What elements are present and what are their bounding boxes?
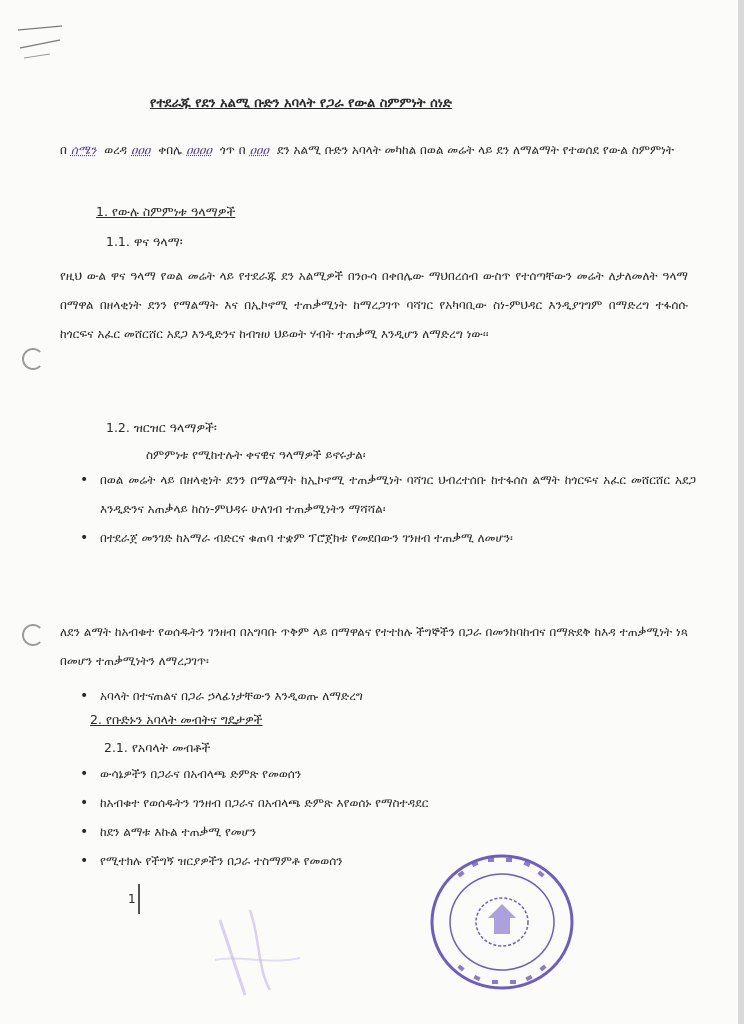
handwritten-got: ዐዐዐ <box>249 143 269 157</box>
signature-scribble-icon <box>200 900 320 1000</box>
section1-sub1: 1.1. ዋና ዓላማ፡ <box>106 234 183 249</box>
handwritten-kebele: ዐዐዐዐ <box>186 143 212 157</box>
intro-text: ወረዳ <box>104 143 127 157</box>
list-item: • ከደን ልማቱ እኩል ተጠቃሚ የመሆን <box>76 818 696 847</box>
intro-text: ጎጥ በ <box>219 143 246 157</box>
page-edge <box>738 0 744 1024</box>
section1-para2: ለደን ልማት ከአብቁተ የወሰዱትን ገንዘብ በአግባቡ ጥቅም ላይ በማዋልና የተተከሉ ችግኞችን በጋራ በመንከባከብና በማጽደቅ ከእዳ ተጠቃሚነት ነጻ በመሆን ተጠቃሚነትን ለማረጋገጥ፡ <box>60 625 688 668</box>
list-item: • የሚተክሉ የችግኝ ዝርያዎችን በጋራ ተስማምቶ የመወሰን <box>76 847 696 876</box>
handwritten-woreda: ዐዐዐ <box>131 143 151 157</box>
list-item: • ውሳኔዎችን በጋራና በአብላጫ ድምጽ የመወሰን <box>76 760 696 789</box>
punch-hole-icon <box>22 624 44 646</box>
section2-bullets <box>76 760 696 876</box>
handwritten-zone: ሰሜን <box>70 143 97 157</box>
section2-sub1: 2.1. የአባላት መብቶች <box>104 740 211 755</box>
section1-para1: የዚህ ውል ዋና ዓላማ የወል መሬት ላይ የተደራጁ ደን አልሚዎች በንዑሳ በቀበሌው ማህበረሰብ ውስጥ የተሰጣቸውን መሬት ለታለመለት ዓላማ በማዋል በዘላቂነት ደንን የማልማት እና በኢኮኖሚ ተጠቃሚነት ከማረጋገጥ ባሻገር የአካባቢው ስነ-ምህዳር እንዲያገግም በማድረግ ተፋሰሱ ከጎርፍና አፈር መሸርሸር አደጋ እንዲድንና ከብዝሀ ህይወት ሃብት ተጠቃሚ እንዲሆን ለማድረግ ነው፡፡ <box>60 269 688 341</box>
section1-sub2: 1.2. ዝርዝር ዓላማዎች፡ <box>106 420 217 435</box>
intro-text: ቀበሌ <box>158 143 183 157</box>
page-number-bar <box>138 884 140 914</box>
punch-hole-icon <box>22 348 44 370</box>
page-number: 1 <box>128 892 136 906</box>
list-item: • ከአብቁተ የወሰዱትን ገንዘብ በጋራና በአብላጫ ድምጽ እየወሰኑ የማስተዳደር <box>76 789 696 818</box>
intro-paragraph <box>60 136 680 165</box>
section1-bullets <box>76 466 696 553</box>
document-title: የተደራጁ የደን አልሚ ቡድን አባላት የጋራ የውል ስምምነት ሰነድ <box>150 96 452 111</box>
list-item: • አባላት በተናጠልና በጋራ ኃላፊነታቸውን እንዲወጡ ለማድረግ <box>76 682 696 711</box>
section1-last-bullet <box>76 682 696 711</box>
intro-text: ደን አልሚ ቡድን አባላት መካከል በወል መሬት ላይ ደን ለማልማት የተወሰደ የውል ስምምነት <box>276 143 675 157</box>
handwritten-mark-icon <box>10 18 70 68</box>
section1-lead: ስምምነቱ የሚከተሉት ቀናዊና ዓላማዎች ይኖሩታል፡ <box>146 448 366 462</box>
list-item: • በወል መሬት ላይ በዘላቂነት ደንን በማልማት ከኢኮኖሚ ተጠቃሚነት ባሻገር ህብረተሰቡ ከተፋሰስ ልማት ከጎርፍና አፈር መሸርሸር አደጋ እንዲድንና አጠቃላይ ከስነ-ምህዳሩ ሁለገብ ተጠቃሚነትን ማሻሻል፡ <box>76 466 696 524</box>
section2-heading: 2. የቡድኑን አባላት መብትና ግዴታዎች <box>90 712 263 727</box>
list-item: • በተደራጀ መንገድ ከአማራ ብድርና ቁጠባ ተቋም ፕሮጀክቱ የመደበውን ገንዘብ ተጠቃሚ ለመሆን፡ <box>76 524 696 553</box>
intro-text: በ <box>60 143 67 157</box>
official-seal-icon <box>428 852 576 992</box>
section1-heading: 1. የውሉ ስምምነቱ ዓላማዎች <box>96 204 236 219</box>
